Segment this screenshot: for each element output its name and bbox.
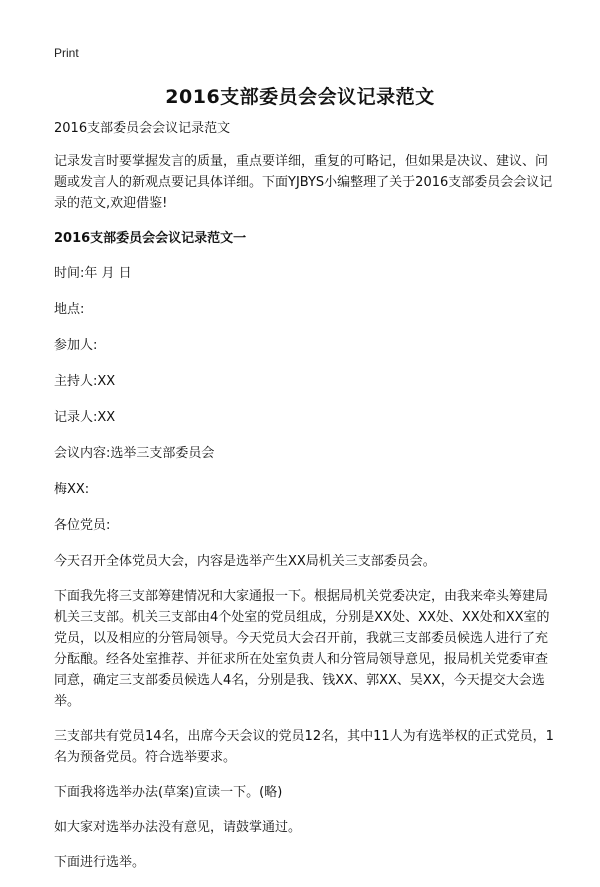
body-paragraph: 下面我将选举办法(草案)宣读一下。(略) <box>54 785 283 800</box>
body-paragraph: 如大家对选举办法没有意见，请鼓掌通过。 <box>54 820 302 835</box>
document-subtitle: 2016支部委员会会议记录范文 <box>54 121 231 136</box>
field-speaker: 梅XX: <box>54 482 90 497</box>
field-attendees: 参加人: <box>54 338 98 353</box>
body-paragraph: 今天召开全体党员大会，内容是选举产生XX局机关三支部委员会。 <box>54 554 436 569</box>
field-time: 时间:年 月 日 <box>54 266 132 281</box>
body-paragraph: 下面我先将三支部筹建情况和大家通报一下。根据局机关党委决定，由我来牵头筹建局机关三支部。机关三支部由4个处室的党员组成，分别是XX处、XX处、XX处和XX室的党员，以及相应的分管局领导。今天党员大会召开前，我就三支部委员候选人进行了充分酝酿。经各处室推荐、并征求所在处室负责人和分管局领导意见，报局机关党委审查同意，确定三支部委员候选人4名，分别是我、钱XX、郭XX、吴XX，今天提交大会选举。 <box>54 589 550 709</box>
field-greeting: 各位党员: <box>54 518 111 533</box>
section-heading: 2016支部委员会会议记录范文一 <box>54 231 247 246</box>
body-paragraph: 下面进行选举。 <box>54 855 146 870</box>
document-body <box>54 118 554 887</box>
page-title: 2016支部委员会会议记录范文 <box>165 86 435 108</box>
field-place: 地点: <box>54 302 85 317</box>
body-paragraph: 三支部共有党员14名，出席今天会议的党员12名，其中11人为有选举权的正式党员，1名为预备党员。符合选举要求。 <box>54 729 554 765</box>
print-link[interactable]: Print <box>54 46 79 60</box>
field-content: 会议内容:选举三支部委员会 <box>54 446 215 461</box>
intro-paragraph: 记录发言时要掌握发言的质量，重点要详细，重复的可略记，但如果是决议、建议、问题或发言人的新观点要记具体详细。下面YJBYS小编整理了关于2016支部委员会会议记录的范文,欢迎借鉴! <box>54 154 553 211</box>
field-recorder: 记录人:XX <box>54 410 116 425</box>
field-host: 主持人:XX <box>54 374 116 389</box>
